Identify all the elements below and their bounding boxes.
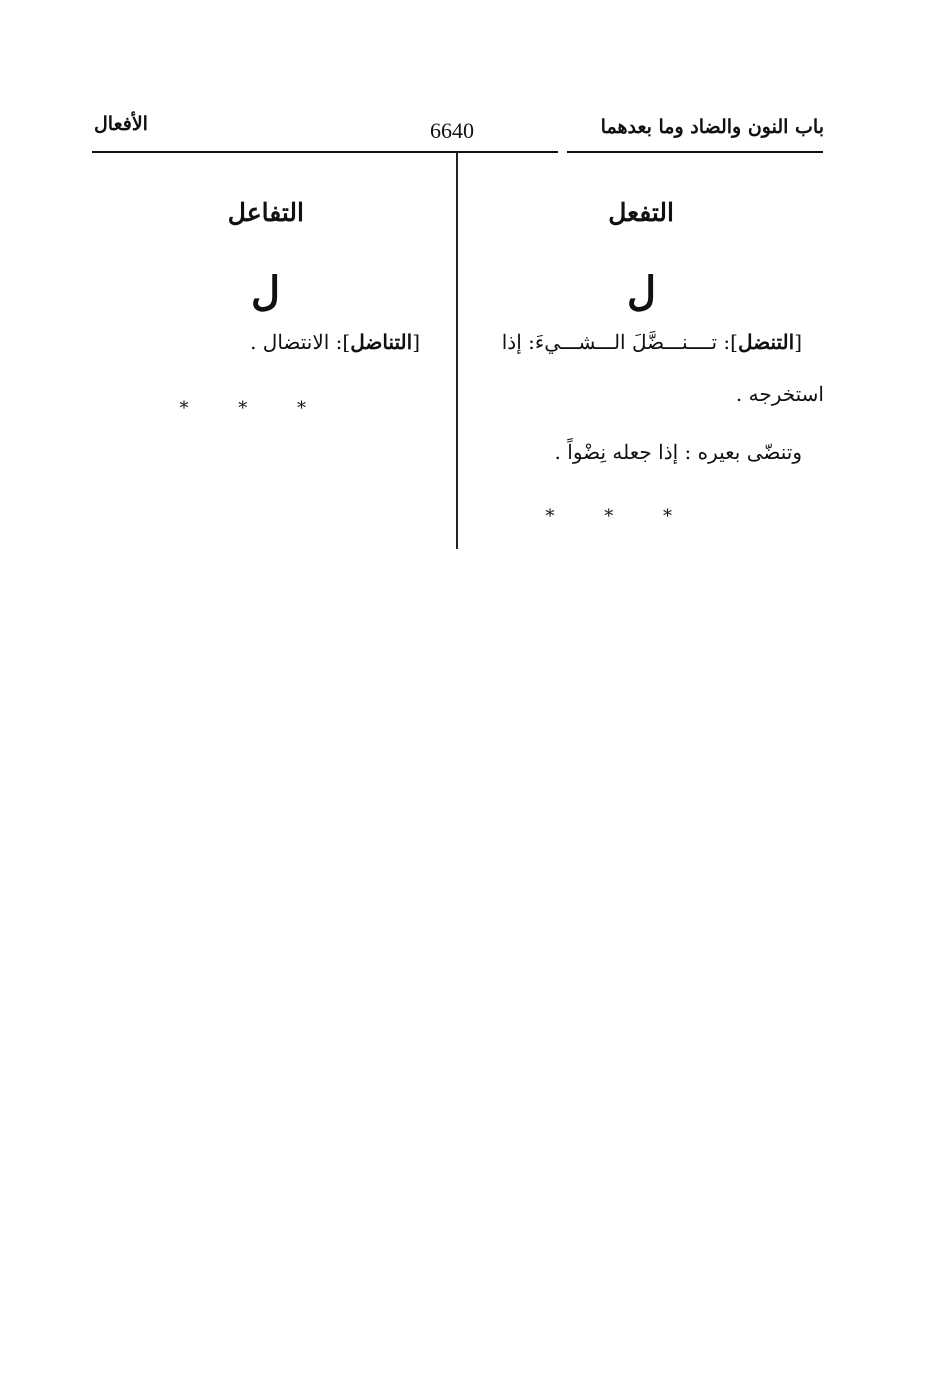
left-section-end-stars: * * * — [179, 398, 328, 419]
right-entry-1-line2: استخرجه . — [735, 382, 824, 406]
right-section-end-stars: * * * — [545, 506, 694, 527]
header-rule-left — [92, 151, 558, 153]
right-entry-1-line1: : تــــنـــضَّلَ الـــشـــيءَ: إذا — [501, 330, 731, 354]
left-entry-1: [التناضل]: الانتضال . — [250, 330, 420, 354]
left-entry-1-term: التناضل — [350, 330, 413, 354]
right-entry-1-term: التنضل — [737, 330, 795, 354]
column-divider — [456, 153, 458, 549]
right-entry-2: وتنضّى بعيره : إذا جعله نِضْواً . — [554, 440, 802, 464]
section-label: الأفعال — [94, 113, 148, 135]
chapter-title: باب النون والضاد وما بعدهما — [600, 116, 824, 138]
header-rule-right — [567, 151, 823, 153]
left-column-title: التفاعل — [227, 198, 304, 227]
right-entry-1: [التنضل]: تــــنـــضَّلَ الـــشـــيءَ: إذا — [501, 330, 802, 354]
right-column-letter: ل — [626, 268, 656, 315]
right-column-title: التفعل — [608, 198, 674, 227]
page-number: 6640 — [430, 118, 474, 143]
left-column-letter: ل — [250, 268, 280, 315]
left-entry-1-text: : الانتضال . — [250, 330, 343, 354]
